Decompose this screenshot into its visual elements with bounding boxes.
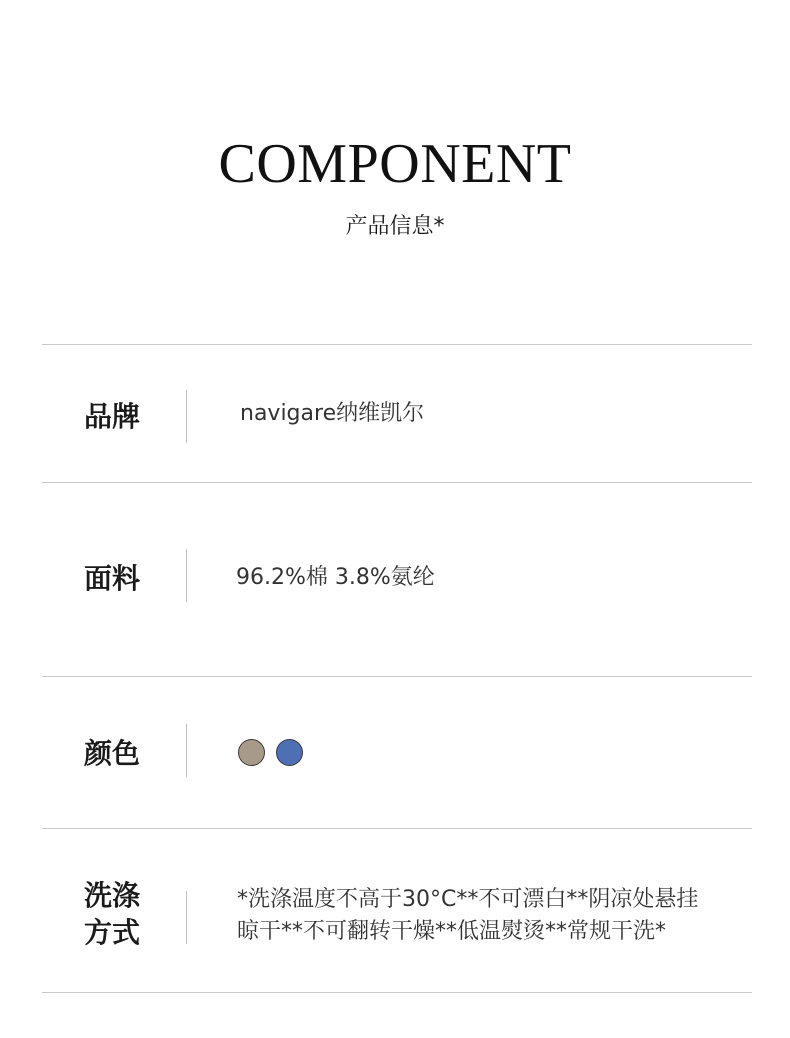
row-separator [186, 891, 187, 944]
brand-label: 品牌 [84, 400, 141, 433]
color-label: 颜色 [84, 737, 141, 770]
brand-value: navigare纳维凯尔 [240, 401, 425, 426]
fabric-label: 面料 [84, 562, 141, 595]
row-separator [186, 724, 187, 777]
row-separator [186, 390, 187, 443]
divider [42, 828, 752, 829]
page-subtitle: 产品信息* [345, 214, 445, 239]
wash-label-line2: 方式 [84, 916, 141, 949]
fabric-value: 96.2%棉 3.8%氨纶 [236, 565, 435, 590]
wash-instructions-line2: 晾干**不可翻转干燥**低温熨烫**常规干洗* [237, 919, 667, 944]
divider [42, 676, 752, 677]
wash-instructions-line1: *洗涤温度不高于30°C**不可漂白**阴凉处悬挂 [237, 887, 699, 912]
page-title: COMPONENT [218, 133, 572, 195]
wash-label-line1: 洗涤 [84, 879, 141, 912]
color-swatch-blue[interactable] [276, 739, 303, 766]
row-separator [186, 549, 187, 602]
color-swatch-khaki[interactable] [238, 739, 265, 766]
divider [42, 344, 752, 345]
divider [42, 992, 752, 993]
divider [42, 482, 752, 483]
